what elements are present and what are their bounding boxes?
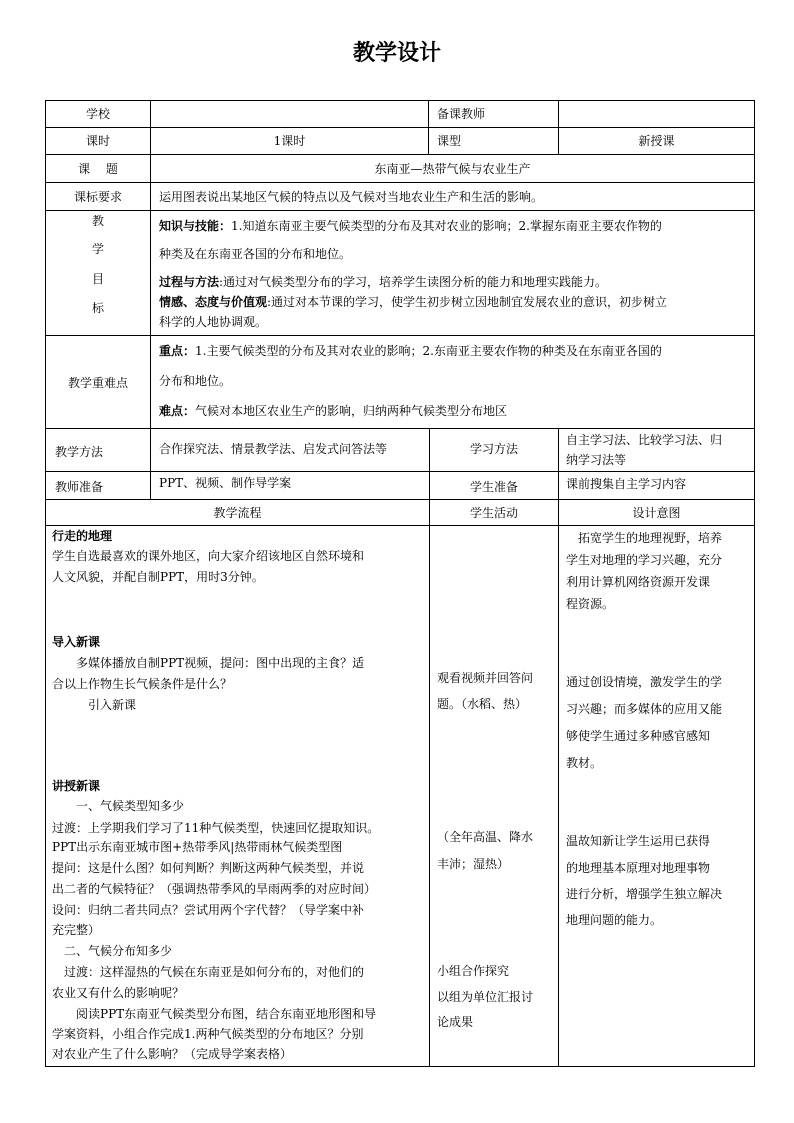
emotion-text-cont: 科学的人地协调观。 [159,315,268,329]
objectives-label-char: 教 [91,214,104,228]
student-prep-label: 学生准备 [469,480,518,494]
row-divider [45,428,755,429]
row-divider [45,335,755,336]
objectives-label-char: 目 [91,272,104,286]
intent-text: 温故知新让学生运用已获得 [566,834,711,848]
table-border-top [45,100,755,101]
row-divider [45,154,755,155]
learn-method-value: 自主学习法、比较学习法、归 [566,433,723,447]
student-prep-value: 课前搜集自主学习内容 [566,477,687,491]
objectives-label-char: 学 [91,242,104,256]
intent-text: 通过创设情境，激发学生的学 [566,675,723,689]
teacher-label: 备课教师 [437,107,486,121]
emotion-objective [159,294,667,310]
document-title: 教学设计 [352,41,441,66]
intent-text: 习兴趣；而多媒体的应用又能 [566,702,723,716]
key-text: 1.主要气候类型的分布及其对农业的影响；2.东南亚主要农作物的种类及在东南亚各国的 [195,344,662,358]
teacher-prep-value: PPT、视频、制作导学案 [159,476,292,490]
flow-text: 阅读PPT东南亚气候类型分布图，结合东南亚地形图和导 [52,1007,377,1021]
flow-text: 过渡：这样湿热的气候在东南亚是如何分布的，对他们的 [52,965,365,979]
knowledge-text: 1.知道东南亚主要气候类型的分布及其对农业的影响；2.掌握东南亚主要农作物的 [231,219,662,233]
process-objective [159,274,607,290]
flow-text: 合以上作物生长气候条件是什么？ [52,677,233,691]
activity-text: 丰沛；湿热） [437,857,510,871]
intent-text: 够使学生通过多种感官感知 [566,729,711,743]
col-divider [150,100,151,499]
table-border-bottom [45,1066,755,1067]
teacher-prep-label: 教师准备 [55,480,104,494]
difficult-text: 气候对本地区农业生产的影响，归纳两种气候类型分布地区 [195,404,508,418]
activity-text: 论成果 [437,1015,474,1029]
key-point [159,343,662,359]
knowledge-text-cont: 种类及在东南亚各国的分布和地位。 [159,247,352,261]
type-label: 课型 [437,134,462,148]
intent-text: 教材。 [566,756,603,770]
school-label: 学校 [85,107,110,121]
section-title: 导入新课 [52,635,101,649]
col-divider [558,499,559,1066]
type-value: 新授课 [638,134,675,148]
learn-method-label: 学习方法 [469,442,518,456]
intent-text: 学生对地理的学习兴趣，充分 [566,553,723,567]
flow-text: 提问：这是什么图？如何判断？判断这两种气候类型，并说 [52,861,365,875]
row-divider [45,182,755,183]
table-border-right [754,100,755,1067]
knowledge-label: 知识与技能： [159,219,232,233]
activity-text: 观看视频并回答问 [437,671,534,685]
difficult-label: 难点： [159,404,196,418]
emotion-text: :通过对本节课的学习，使学生初步树立因地制宜发展农业的意识，初步树立 [267,295,668,309]
flow-subheading: 一、气候类型知多少 [52,799,185,813]
activity-text: 以组为单位汇报讨 [437,990,534,1004]
key-points-label: 教学重难点 [67,376,128,390]
flow-text: 引入新课 [52,698,137,712]
activity-text: 小组合作探究 [437,964,510,978]
standard-value: 运用图表说出某地区气候的特点以及气候对当地农业生产和生活的影响。 [159,190,544,204]
process-text: :通过对气候类型分布的学习，培养学生读图分析的能力和地理实践能力。 [219,275,608,289]
flow-text: 学案资料，小组合作完成1.两种气候类型的分布地区？分别 [52,1027,364,1041]
key-label: 重点： [159,344,196,358]
flow-header: 教学流程 [213,506,262,520]
learn-method-value-cont: 纳学习法等 [566,453,627,467]
activity-text: （全年高温、降水 [437,830,534,844]
intent-header: 设计意图 [632,506,681,520]
teach-method-label: 教学方法 [55,445,104,459]
flow-text: 多媒体播放自制PPT视频，提问：图中出现的主食？适 [52,656,365,670]
topic-label: 课 题 [78,162,118,176]
row-divider [45,471,755,472]
flow-text: 对农业产生了什么影响？（完成导学案表格） [52,1047,293,1061]
topic-value: 东南亚—热带气候与农业生产 [374,162,531,176]
flow-text: 充完整） [52,923,101,937]
flow-text: 学生自选最喜欢的课外地区，向大家介绍该地区自然环境和 [52,549,365,563]
flow-text: 人文风貌，并配自制PPT，用时3分钟。 [52,570,264,584]
flow-subheading: 二、气候分布知多少 [52,944,173,958]
row-divider [45,127,755,128]
intent-text: 的地理基本原理对地理事物 [566,861,711,875]
col-divider [428,100,429,154]
flow-text: 设问：归纳二者共同点？尝试用两个字代替？（导学案中补 [52,903,365,917]
intent-text: 地理问题的能力。 [566,913,663,927]
section-title: 讲授新课 [52,779,101,793]
row-divider [45,525,755,526]
col-divider [558,428,559,499]
knowledge-objective [159,218,662,234]
flow-text: 出二者的气候特征？（强调热带季风的旱雨两季的对应时间） [52,882,377,896]
key-text-cont: 分布和地位。 [159,374,232,388]
intent-text: 利用计算机网络资源开发课 [566,575,711,589]
col-divider [429,499,430,1066]
row-divider [45,499,755,500]
intent-text: 进行分析，增强学生独立解决 [566,887,723,901]
flow-text: PPT出示东南亚城市图+热带季风|热带雨林气候类型图 [52,840,343,854]
standard-label: 课标要求 [73,190,122,204]
activity-text: 题。（水稻、热） [437,697,528,711]
objectives-label-char: 标 [91,301,104,315]
section-title: 行走的地理 [52,529,113,543]
flow-text: 农业又有什么的影响呢？ [52,986,185,1000]
period-value: 1课时 [273,134,306,148]
intent-text: 程资源。 [566,597,615,611]
row-divider [45,210,755,211]
period-label: 课时 [85,134,110,148]
intent-text: 拓宽学生的地理视野，培养 [566,531,723,545]
difficult-point [159,403,507,419]
process-label: 过程与方法 [159,275,220,289]
activity-header: 学生活动 [469,506,518,520]
emotion-label: 情感、态度与价值观 [159,295,268,309]
flow-text: 过渡：上学期我们学习了11种气候类型，快速回忆提取知识。 [52,821,380,835]
teach-method-value: 合作探究法、情景教学法、启发式问答法等 [159,442,388,456]
